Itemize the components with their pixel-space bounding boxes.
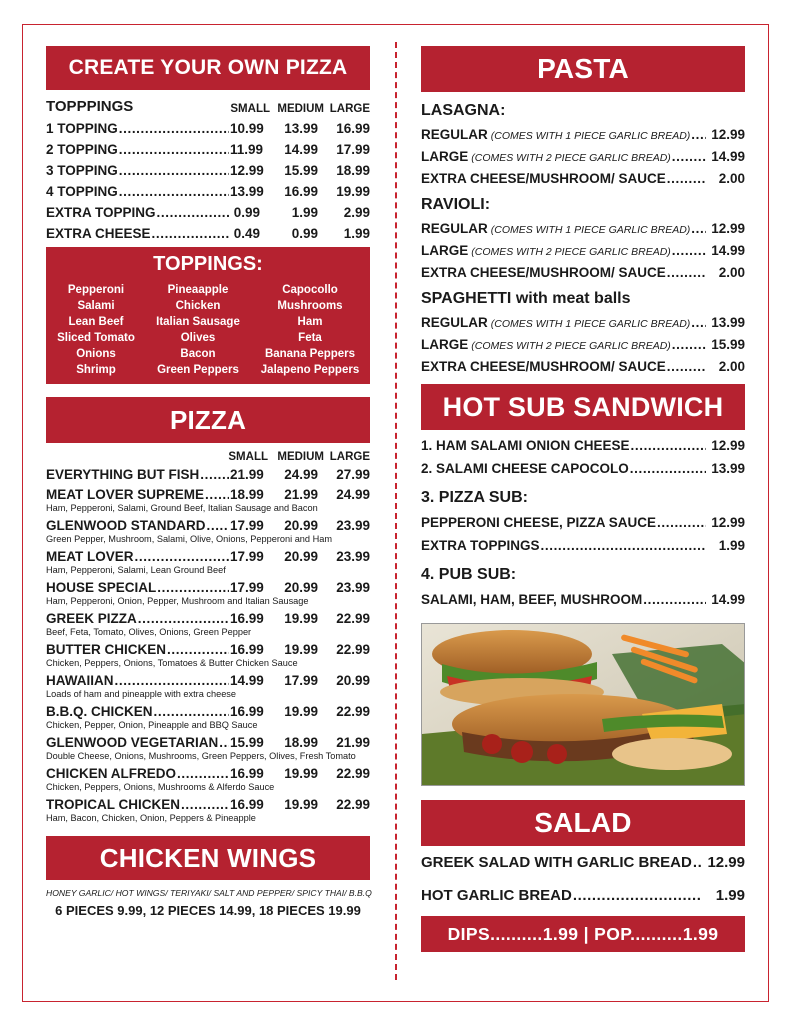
price-large: 22.99 xyxy=(336,704,370,719)
topping-item: Chicken xyxy=(175,300,221,312)
pizza-item xyxy=(46,735,370,761)
price-medium: 16.99 xyxy=(284,184,318,199)
item-note: (COMES WITH 2 PIECE GARLIC BREAD) xyxy=(471,246,671,258)
leader-dots xyxy=(691,221,706,236)
dips-pop-banner: DIPS..........1.99 | POP..........1.99 xyxy=(421,916,745,952)
topping-item: Pepperoni xyxy=(67,284,125,296)
price-small: 17.99 xyxy=(230,580,264,595)
pizza-row xyxy=(46,735,370,750)
item-note: (COMES WITH 1 PIECE GARLIC BREAD) xyxy=(490,318,691,330)
price-large: 27.99 xyxy=(336,467,370,482)
leader-dots xyxy=(667,265,706,280)
pizza-description: Ham, Pepperoni, Salami, Lean Ground Beef xyxy=(46,565,226,575)
price-small: 15.99 xyxy=(230,735,264,750)
leader-dots xyxy=(672,337,706,352)
item-name: GREEK SALAD WITH GARLIC BREAD xyxy=(421,854,692,871)
pasta-section-heading: SPAGHETTI with meat balls xyxy=(421,290,631,307)
price-small: 12.99 xyxy=(230,163,264,178)
topping-item: Shrimp xyxy=(76,364,116,376)
leader-dots xyxy=(119,163,229,178)
leader-dots xyxy=(119,184,229,199)
price-small: 16.99 xyxy=(230,797,264,812)
price-large: 1.99 xyxy=(343,226,370,241)
item-name: CHICKEN ALFREDO xyxy=(46,766,176,781)
leader-dots xyxy=(631,438,706,453)
salad-banner: SALAD xyxy=(421,800,745,846)
pizza-description: Loads of ham and pineapple with extra cheese xyxy=(46,689,237,699)
price-medium: 21.99 xyxy=(284,487,318,502)
price-large: 24.99 xyxy=(336,487,370,502)
sub-sandwich-photo xyxy=(421,623,745,786)
item-name: SALAMI, HAM, BEEF, MUSHROOM xyxy=(421,592,643,607)
price-medium: 19.99 xyxy=(284,704,318,719)
leader-dots xyxy=(157,580,229,595)
sub-row xyxy=(421,438,745,453)
price-medium: 20.99 xyxy=(284,580,318,595)
pizza-description: Chicken, Pepper, Onion, Pineapple and BBQ Sauce xyxy=(46,720,258,730)
leader-dots xyxy=(167,642,229,657)
price-price: 12.99 xyxy=(711,127,745,142)
pizza-item xyxy=(46,766,370,792)
item-name: GREEK PIZZA xyxy=(46,611,137,626)
item-name: EXTRA CHEESE/MUSHROOM/ SAUCE xyxy=(421,265,666,280)
price-price: 12.99 xyxy=(707,854,745,871)
leader-dots xyxy=(630,461,706,476)
pizza-description: Ham, Pepperoni, Salami, Ground Beef, Italian Sausage and Bacon xyxy=(46,503,318,513)
pasta-row xyxy=(421,359,745,374)
pasta-row xyxy=(421,265,745,280)
item-name: 3 TOPPING xyxy=(46,163,118,178)
topping-item: Ham xyxy=(297,316,323,328)
create-own-row xyxy=(46,184,370,199)
size-small-header: SMALL xyxy=(230,103,270,115)
pizza-item xyxy=(46,549,370,575)
item-note: (COMES WITH 2 PIECE GARLIC BREAD) xyxy=(471,152,671,164)
pizza-banner: PIZZA xyxy=(46,397,370,443)
pizza-row xyxy=(46,797,370,812)
left-column xyxy=(46,46,370,918)
create-own-row xyxy=(46,163,370,178)
pizza-item xyxy=(46,467,370,482)
create-own-rows xyxy=(46,121,370,241)
pizza-item xyxy=(46,487,370,513)
leader-dots xyxy=(672,243,706,258)
leader-dots xyxy=(667,171,706,186)
toppings-title: TOPPINGS: xyxy=(153,253,263,275)
topping-item: Lean Beef xyxy=(68,316,124,328)
topping-item: Italian Sausage xyxy=(156,316,240,328)
pizza-row xyxy=(46,642,370,657)
topping-item: Mushrooms xyxy=(277,300,343,312)
wings-flavours: HONEY GARLIC/ HOT WINGS/ TERIYAKI/ SALT AND PEPPER/ SPICY THAI/ B.B.Q xyxy=(46,888,372,898)
item-name: HOT GARLIC BREAD xyxy=(421,887,572,904)
price-small: 16.99 xyxy=(230,611,264,626)
item-name: EXTRA CHEESE/MUSHROOM/ SAUCE xyxy=(421,171,666,186)
price-small: 17.99 xyxy=(230,518,264,533)
wings-prices: 6 PIECES 9.99, 12 PIECES 14.99, 18 PIECES 19.99 xyxy=(55,903,361,918)
pizza-row xyxy=(46,467,370,482)
topping-item: Salami xyxy=(77,300,115,312)
pasta-row xyxy=(421,315,745,330)
price-large: 17.99 xyxy=(336,142,370,157)
pasta-section-heading: RAVIOLI: xyxy=(421,196,491,213)
price-small: 0.49 xyxy=(233,226,260,241)
leader-dots xyxy=(135,549,230,564)
sub-row xyxy=(421,515,745,530)
price-price: 2.00 xyxy=(718,171,745,186)
chicken-wings-banner: CHICKEN WINGS xyxy=(46,836,370,880)
pub-sub-heading: 4. PUB SUB: xyxy=(421,566,517,583)
create-own-pizza-banner: CREATE YOUR OWN PIZZA xyxy=(46,46,370,90)
price-small: 16.99 xyxy=(230,704,264,719)
item-name: GLENWOOD STANDARD xyxy=(46,518,206,533)
item-name: TROPICAL CHICKEN xyxy=(46,797,181,812)
pasta-row xyxy=(421,171,745,186)
pizza-row xyxy=(46,766,370,781)
price-medium: 18.99 xyxy=(284,735,318,750)
price-medium: 1.99 xyxy=(291,205,318,220)
price-large: 18.99 xyxy=(336,163,370,178)
pizza-size-header xyxy=(46,451,370,463)
topping-item: Onions xyxy=(76,348,116,360)
pizza-description: Double Cheese, Onions, Mushrooms, Green Peppers, Olives, Fresh Tomato xyxy=(46,751,356,761)
leader-dots xyxy=(152,226,229,241)
sub-row xyxy=(421,592,745,607)
price-large: 2.99 xyxy=(343,205,370,220)
pasta-section xyxy=(421,196,745,280)
create-own-table xyxy=(46,98,370,241)
price-medium: 19.99 xyxy=(284,797,318,812)
create-own-row xyxy=(46,121,370,136)
price-large: 22.99 xyxy=(336,642,370,657)
price-large: 21.99 xyxy=(336,735,370,750)
leader-dots xyxy=(115,673,230,688)
leader-dots xyxy=(207,518,230,533)
price-price: 14.99 xyxy=(711,149,745,164)
price-medium: 0.99 xyxy=(291,226,318,241)
price-price: 12.99 xyxy=(711,221,745,236)
leader-dots xyxy=(119,121,229,136)
price-small: 0.99 xyxy=(233,205,260,220)
pizza-item xyxy=(46,797,370,823)
item-name: BUTTER CHICKEN xyxy=(46,642,166,657)
price-price: 14.99 xyxy=(711,592,745,607)
topping-item: Green Peppers xyxy=(157,364,239,376)
item-name: 4 TOPPING xyxy=(46,184,118,199)
size-medium-header: MEDIUM xyxy=(277,103,324,115)
item-name: 2. SALAMI CHEESE CAPOCOLO xyxy=(421,461,629,476)
price-large: 23.99 xyxy=(336,518,370,533)
leader-dots xyxy=(691,315,706,330)
price-large: 22.99 xyxy=(336,766,370,781)
item-name: REGULAR xyxy=(421,315,488,330)
price-medium: 19.99 xyxy=(284,766,318,781)
price-medium: 24.99 xyxy=(284,467,318,482)
pizza-list xyxy=(46,467,370,823)
topping-item: Feta xyxy=(298,332,322,344)
pizza-size-medium: MEDIUM xyxy=(277,451,324,463)
leader-dots xyxy=(541,538,706,553)
leader-dots xyxy=(657,515,706,530)
pasta-row xyxy=(421,221,745,236)
pizza-item xyxy=(46,580,370,606)
pizza-row xyxy=(46,487,370,502)
pizza-description: Chicken, Peppers, Onions, Tomatoes & Butter Chicken Sauce xyxy=(46,658,298,668)
item-note: (COMES WITH 1 PIECE GARLIC BREAD) xyxy=(490,130,691,142)
item-name: EXTRA CHEESE/MUSHROOM/ SAUCE xyxy=(421,359,666,374)
pasta-banner: PASTA xyxy=(421,46,745,92)
sub-row xyxy=(421,461,745,476)
leader-dots xyxy=(691,127,706,142)
item-name: EXTRA CHEESE xyxy=(46,226,151,241)
leader-dots xyxy=(219,735,229,750)
leader-dots xyxy=(205,487,229,502)
pasta-row xyxy=(421,243,745,258)
sub-row xyxy=(421,538,745,553)
topping-item: Pineaapple xyxy=(167,284,229,296)
pizza-item xyxy=(46,518,370,544)
price-large: 19.99 xyxy=(336,184,370,199)
toppings-box xyxy=(46,247,370,384)
pizza-row xyxy=(46,549,370,564)
create-own-row xyxy=(46,205,370,220)
price-medium: 20.99 xyxy=(284,549,318,564)
price-medium: 19.99 xyxy=(284,642,318,657)
item-name: GLENWOOD VEGETARIAN xyxy=(46,735,219,750)
pizza-description: Ham, Pepperoni, Onion, Pepper, Mushroom and Italian Sausage xyxy=(46,596,309,606)
price-price: 13.99 xyxy=(711,315,745,330)
hot-sub-banner: HOT SUB SANDWICH xyxy=(421,384,745,430)
salad-list xyxy=(421,854,745,904)
pasta-row xyxy=(421,149,745,164)
item-note: (COMES WITH 2 PIECE GARLIC BREAD) xyxy=(471,340,671,352)
price-small: 21.99 xyxy=(230,467,264,482)
price-large: 23.99 xyxy=(336,549,370,564)
pizza-size-large: LARGE xyxy=(329,451,370,463)
pizza-description: Ham, Bacon, Chicken, Onion, Peppers & Pineapple xyxy=(46,813,256,823)
create-own-row xyxy=(46,226,370,241)
topping-item: Sliced Tomato xyxy=(57,332,135,344)
pizza-description: Green Pepper, Mushroom, Salami, Olive, Onions, Pepperoni and Ham xyxy=(46,534,332,544)
size-large-header: LARGE xyxy=(329,103,370,115)
pizza-item xyxy=(46,673,370,699)
pizza-item xyxy=(46,704,370,730)
item-name: LARGE xyxy=(421,149,469,164)
leader-dots xyxy=(200,467,229,482)
price-price: 14.99 xyxy=(711,243,745,258)
price-small: 13.99 xyxy=(230,184,264,199)
pizza-sub-heading: 3. PIZZA SUB: xyxy=(421,489,528,506)
toppings-grid xyxy=(46,284,370,376)
price-medium: 14.99 xyxy=(284,142,318,157)
create-own-row xyxy=(46,142,370,157)
leader-dots xyxy=(667,359,706,374)
item-name: PEPPERONI CHEESE, PIZZA SAUCE xyxy=(421,515,657,530)
leader-dots xyxy=(693,854,702,871)
sub-sandwich-image xyxy=(422,624,745,786)
item-name: 1 TOPPING xyxy=(46,121,118,136)
pizza-item xyxy=(46,611,370,637)
pizza-item xyxy=(46,642,370,668)
price-large: 22.99 xyxy=(336,797,370,812)
salad-row xyxy=(421,887,745,904)
item-name: HAWAIIAN xyxy=(46,673,114,688)
price-small: 11.99 xyxy=(230,142,264,157)
item-name: LARGE xyxy=(421,337,469,352)
item-name: 2 TOPPING xyxy=(46,142,118,157)
pizza-row xyxy=(46,580,370,595)
price-small: 18.99 xyxy=(230,487,264,502)
price-small: 16.99 xyxy=(230,766,264,781)
pasta-list xyxy=(421,102,745,374)
pasta-row xyxy=(421,337,745,352)
price-price: 12.99 xyxy=(711,438,745,453)
price-large: 22.99 xyxy=(336,611,370,626)
leader-dots xyxy=(119,142,229,157)
price-small: 16.99 xyxy=(230,642,264,657)
price-small: 10.99 xyxy=(230,121,264,136)
item-name: MEAT LOVER xyxy=(46,549,134,564)
price-large: 23.99 xyxy=(336,580,370,595)
pasta-section-heading: LASAGNA: xyxy=(421,102,506,119)
topping-item: Banana Peppers xyxy=(264,348,356,360)
leader-dots xyxy=(138,611,229,626)
pasta-row xyxy=(421,127,745,142)
item-name: B.B.Q. CHICKEN xyxy=(46,704,153,719)
price-price: 12.99 xyxy=(711,515,745,530)
item-name: EVERYTHING BUT FISH xyxy=(46,467,200,482)
item-name: EXTRA TOPPING xyxy=(46,205,156,220)
pizza-row xyxy=(46,518,370,533)
price-price: 13.99 xyxy=(711,461,745,476)
item-name: LARGE xyxy=(421,243,469,258)
price-medium: 13.99 xyxy=(284,121,318,136)
item-name: REGULAR xyxy=(421,221,488,236)
item-name: HOUSE SPECIAL xyxy=(46,580,157,595)
leader-dots xyxy=(573,887,702,904)
topping-item: Bacon xyxy=(180,348,216,360)
price-price: 2.00 xyxy=(718,265,745,280)
salad-row xyxy=(421,854,745,871)
leader-dots xyxy=(181,797,229,812)
column-divider xyxy=(395,42,397,980)
price-small: 17.99 xyxy=(230,549,264,564)
price-medium: 19.99 xyxy=(284,611,318,626)
pizza-description: Beef, Feta, Tomato, Olives, Onions, Green Pepper xyxy=(46,627,252,637)
item-name: EXTRA TOPPINGS xyxy=(421,538,540,553)
pizza-description: Chicken, Peppers, Onions, Mushrooms & Alferdo Sauce xyxy=(46,782,275,792)
topping-item: Capocollo xyxy=(282,284,338,296)
price-price: 1.99 xyxy=(715,887,745,904)
price-medium: 15.99 xyxy=(284,163,318,178)
subs-list xyxy=(421,438,745,607)
leader-dots xyxy=(154,704,229,719)
item-name: MEAT LOVER SUPREME xyxy=(46,487,205,502)
right-column xyxy=(421,46,745,952)
price-medium: 20.99 xyxy=(284,518,318,533)
pasta-section xyxy=(421,102,745,186)
price-large: 20.99 xyxy=(336,673,370,688)
price-price: 15.99 xyxy=(711,337,745,352)
leader-dots xyxy=(177,766,229,781)
leader-dots xyxy=(643,592,706,607)
item-name: REGULAR xyxy=(421,127,488,142)
price-price: 2.00 xyxy=(718,359,745,374)
price-medium: 17.99 xyxy=(284,673,318,688)
pasta-section xyxy=(421,290,745,374)
topping-item: Jalapeno Peppers xyxy=(260,364,360,376)
leader-dots xyxy=(672,149,706,164)
price-small: 14.99 xyxy=(230,673,264,688)
leader-dots xyxy=(157,205,229,220)
pizza-row xyxy=(46,611,370,626)
pizza-size-small: SMALL xyxy=(228,451,268,463)
item-name: 1. HAM SALAMI ONION CHEESE xyxy=(421,438,630,453)
pizza-row xyxy=(46,704,370,719)
price-price: 1.99 xyxy=(718,538,745,553)
price-large: 16.99 xyxy=(336,121,370,136)
pizza-row xyxy=(46,673,370,688)
toppings-header-label: TOPPPINGS xyxy=(46,98,134,115)
topping-item: Olives xyxy=(180,332,216,344)
item-note: (COMES WITH 1 PIECE GARLIC BREAD) xyxy=(490,224,691,236)
